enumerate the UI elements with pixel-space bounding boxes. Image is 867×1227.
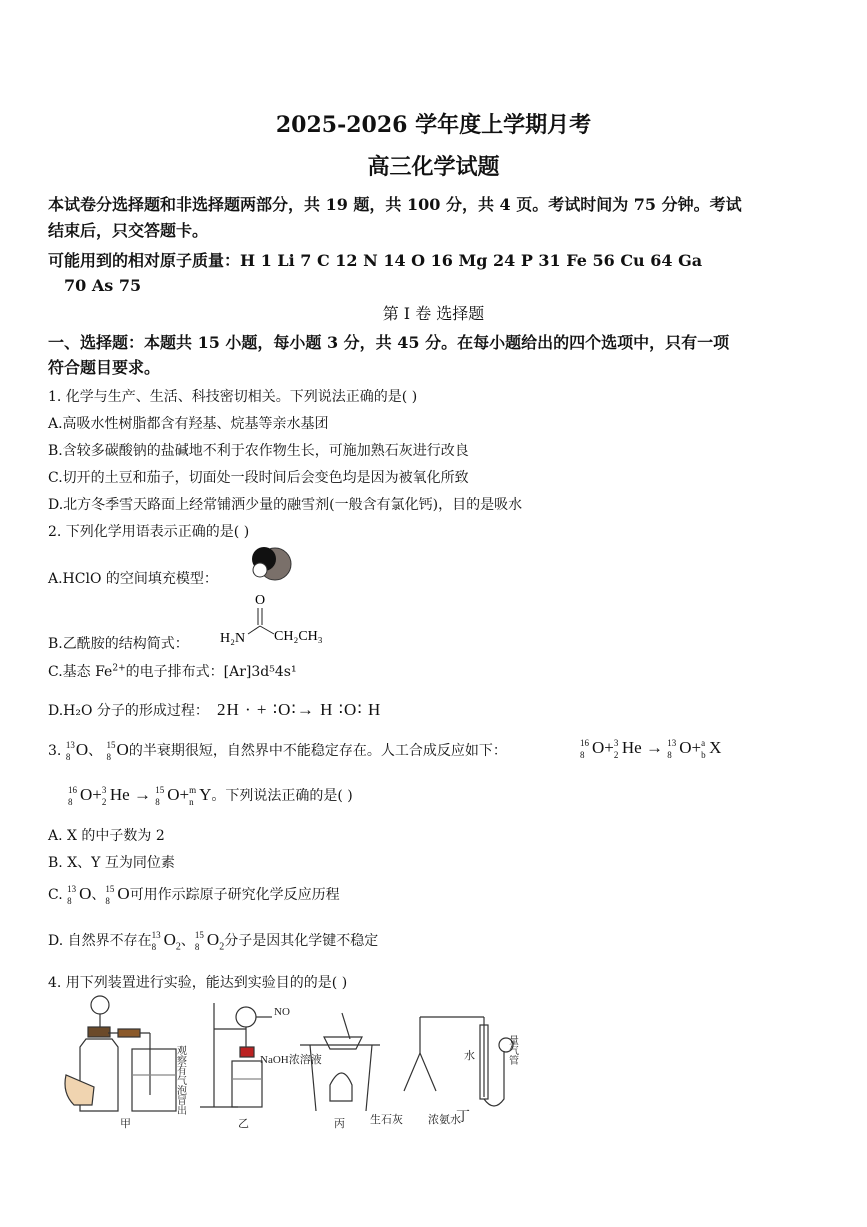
hclo-space-filling-model bbox=[244, 542, 294, 582]
h2o-formation-formula: 2H · + ∶O∶→ H ∶O∶ H bbox=[216, 700, 382, 719]
isotope-o13: 13 8 O bbox=[65, 740, 89, 763]
label-jia: 甲 bbox=[120, 1118, 131, 1130]
label-bing: 丙 bbox=[334, 1118, 345, 1130]
label-ammonia: 浓氨水 bbox=[428, 1114, 461, 1126]
q1-option-b: B.含较多碳酸钠的盐碱地不利于农作物生长，可施加熟石灰进行改良 bbox=[48, 443, 469, 459]
q2-option-a: A.HClO 的空间填充模型： bbox=[48, 571, 218, 587]
label-ding: 丁 bbox=[456, 1109, 470, 1125]
q2-option-d: D.H₂O 分子的形成过程： 2H · + ∶O∶→ H ∶O∶ H bbox=[48, 700, 382, 719]
label-yi: 乙 bbox=[238, 1118, 249, 1130]
q3-option-b: B. X、Y 互为同位素 bbox=[48, 855, 175, 871]
q3-stem-line-2: 16 8 O+ 3 2 He → 15 8 O+ m n Y。下列说法正确的是( ) bbox=[68, 785, 353, 808]
q3-option-c: C. 13 8 O、 15 8 O可用作示踪原子研究化学反应历程 bbox=[48, 884, 340, 907]
q3-stem-line-1: 3. 13 8 O、 15 8 O的半衰期很短，自然界中不能稳定存在。人工合成反应如下： bbox=[48, 740, 507, 763]
q3-option-a: A. X 的中子数为 2 bbox=[48, 828, 165, 844]
section-intro-line-2: 符合题目要求。 bbox=[48, 358, 161, 377]
section-intro-line-1: 一、选择题：本题共 15 小题，每小题 3 分，共 45 分。在每小题给出的四个选项中，只有一项 bbox=[48, 333, 730, 352]
struct-left: H₂N bbox=[220, 631, 246, 646]
section-heading: 第 Ⅰ 卷 选择题 bbox=[382, 304, 485, 323]
q2-option-c: C.基态 $Fe^{2+}$的电子排布式：[Ar]3d⁵4s¹ bbox=[48, 663, 297, 680]
q1-option-d: D.北方冬季雪天路面上经常铺洒少量的融雪剂(一般含有氯化钙)，目的是吸水 bbox=[48, 497, 523, 513]
acetamide-structure bbox=[218, 590, 330, 650]
nuclear-reaction-2: 16 8 O+ 3 2 He → 15 8 O+ m n Y bbox=[68, 785, 212, 808]
q3-option-d: D. 自然界不存在 13 8 $O_2$、 15 8 $O_2$分子是因其化学键不稳定 bbox=[48, 930, 379, 953]
struct-o: O bbox=[255, 593, 266, 608]
q4-stem: 4. 用下列装置进行实验，能达到实验目的的是( ) bbox=[48, 975, 348, 991]
label-quicklime: 生石灰 bbox=[370, 1114, 403, 1126]
nuclear-reaction-1: 16 8 O+ 3 2 He → 13 8 O+ a b X bbox=[580, 738, 722, 761]
label-water: 水 bbox=[464, 1050, 475, 1062]
q1-option-c: C.切开的土豆和茄子，切面处一段时间后会变色均是因为被氧化所致 bbox=[48, 470, 469, 486]
exam-subtitle: 高三化学试题 bbox=[367, 154, 500, 180]
isotope-o15: 15 8 O bbox=[106, 740, 129, 763]
q2-option-b: B.乙酰胺的结构简式： bbox=[48, 636, 189, 652]
label-no: NO bbox=[274, 1006, 290, 1018]
label-gas-tube: 量气管 bbox=[506, 1035, 518, 1065]
label-naoh: NaOH浓溶液 bbox=[260, 1054, 322, 1066]
q1-option-a: A.高吸水性树脂都含有羟基、烷基等亲水基团 bbox=[48, 416, 329, 432]
exam-title: 2025-2026 学年度上学期月考 bbox=[275, 112, 592, 138]
struct-right: CH₂CH₃ bbox=[274, 629, 323, 644]
instructions-line-1: 本试卷分选择题和非选择题两部分，共 19 题，共 100 分，共 4 页。考试时间为 75 分钟。考试 bbox=[48, 195, 742, 214]
q1-stem: 1. 化学与生产、生活、科技密切相关。下列说法正确的是( ) bbox=[48, 389, 418, 405]
atomic-masses-line-1: 可能用到的相对原子质量：H 1 Li 7 C 12 N 14 O 16 Mg 24 P 31 Fe 56 Cu 64 Ga bbox=[48, 251, 703, 270]
atomic-masses-line-2: 70 As 75 bbox=[64, 276, 142, 295]
q2-stem: 2. 下列化学用语表示正确的是( ) bbox=[48, 524, 250, 540]
label-jia-note: 观察有气泡冒出 bbox=[174, 1045, 186, 1115]
instructions-line-2: 结束后，只交答题卡。 bbox=[48, 221, 209, 240]
